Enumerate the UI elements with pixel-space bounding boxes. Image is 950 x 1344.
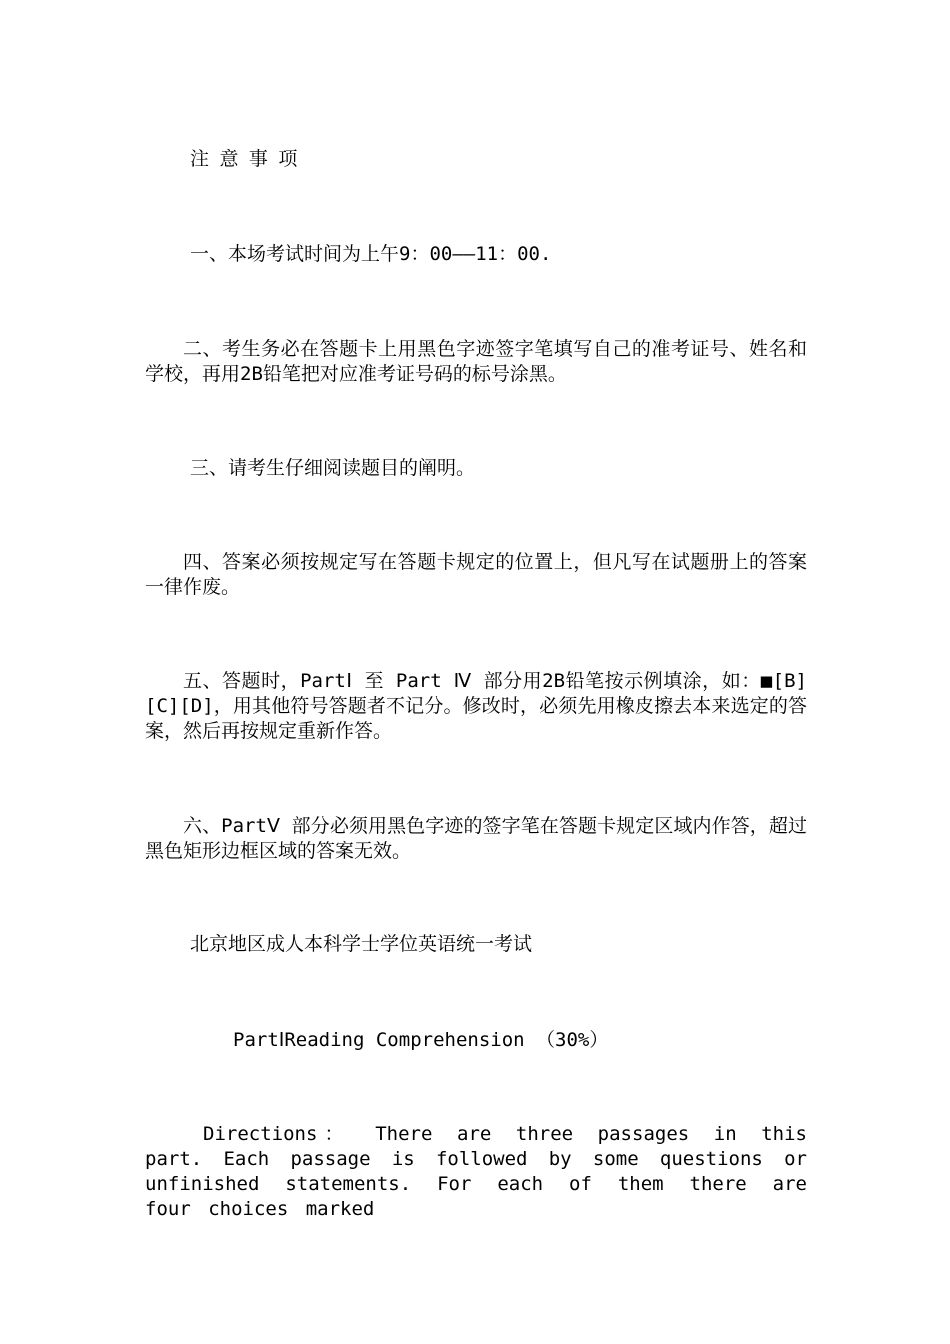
notice-item-2: 二、考生务必在答题卡上用黑色字迹签字笔填写自己的准考证号、姓名和学校，再用2B铅笔把对应准考证号码的标号涂黑。 — [145, 338, 807, 385]
notice-item-4: 四、答案必须按规定写在答题卡规定的位置上，但凡写在试题册上的答案一律作废。 — [145, 551, 807, 598]
notice-item-1: 一、本场考试时间为上午9：00——11：00. — [190, 243, 552, 265]
part-title: PartⅠReading Comprehension （30%） — [233, 1029, 609, 1051]
directions-text: Directions： There are three passages in this part. Each passage is followed by some questions or unfinished statements. For each of them there are four choices marked — [145, 1123, 807, 1220]
notice-heading: 注意事项 — [190, 148, 308, 170]
exam-title: 北京地区成人本科学士学位英语统一考试 — [190, 933, 533, 955]
notice-item-3: 三、请考生仔细阅读题目的阐明。 — [190, 457, 476, 479]
notice-item-6: 六、PartⅤ 部分必须用黑色字迹的签字笔在答题卡规定区域内作答，超过黑色矩形边框区域的答案无效。 — [145, 815, 807, 862]
notice-item-5: 五、答题时，PartⅠ 至 Part Ⅳ 部分用2B铅笔按示例填涂，如：■[B][C][D]，用其他符号答题者不记分。修改时，必须先用橡皮擦去本来选定的答案，然后再按规定重新作答。 — [145, 670, 807, 742]
